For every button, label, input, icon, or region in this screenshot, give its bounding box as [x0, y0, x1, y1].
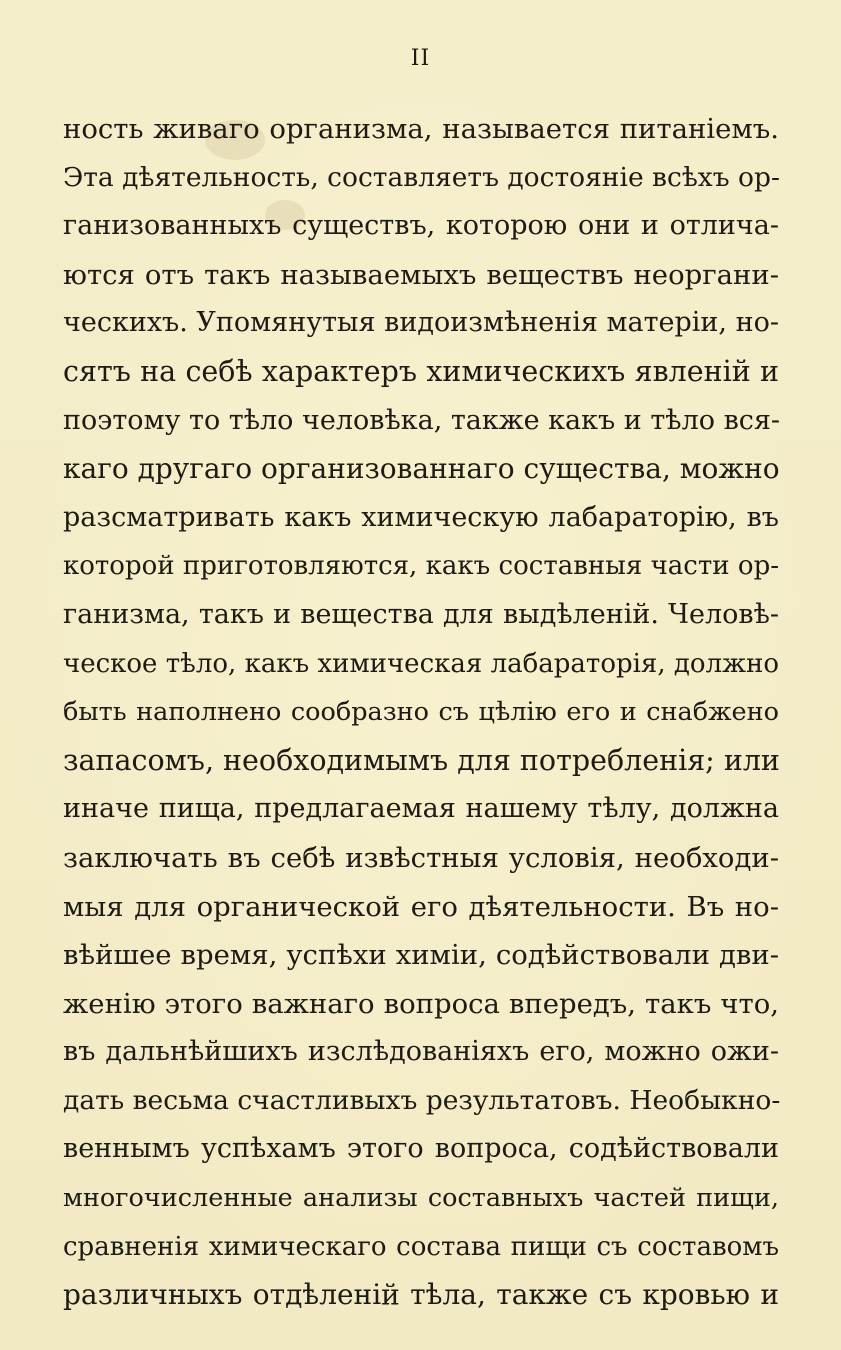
- text-line: веннымъ успѣхамъ этого вопроса, содѣйствовали: [63, 1133, 779, 1165]
- body-text: [63, 105, 779, 1320]
- text-line: женію этого важнаго вопроса впередъ, такъ что,: [63, 987, 779, 1020]
- text-line: ческихъ. Упомянутыя видоизмѣненія матеріи, но-: [63, 307, 779, 339]
- text-line: запасомъ, необходимымъ для потребленія; или: [63, 743, 780, 777]
- text-line: сравненія химическаго состава пищи съ составомъ: [63, 1231, 779, 1262]
- text-line: которой приготовляются, какъ составныя части ор-: [63, 551, 779, 582]
- text-line: заключать въ себѣ извѣстныя условія, необходи-: [63, 841, 779, 874]
- text-line: мыя для органической его дѣятельности. Въ но-: [63, 890, 779, 923]
- text-line: сятъ на себѣ характеръ химическихъ явленій и: [63, 354, 779, 388]
- text-line: вѣйшее время, успѣхи химіи, содѣйствовали дви-: [63, 939, 779, 972]
- text-line: ганизованныхъ существъ, которою они и отлича-: [63, 210, 779, 242]
- text-line: ческое тѣло, какъ химическая лабараторія, должно: [63, 648, 779, 679]
- text-line: ность живаго организма, называется питаніемъ.: [63, 113, 779, 145]
- text-line: каго другаго организованнаго существа, можно: [63, 452, 780, 486]
- text-line: быть наполнено сообразно съ цѣлію его и снабжено: [63, 697, 779, 728]
- text-line: дать весьма счастливыхъ результатовъ. Необыкно-: [63, 1084, 781, 1116]
- text-line: ганизма, такъ и вещества для выдѣленій. Человѣ-: [63, 598, 779, 630]
- text-line: разсматривать какъ химическую лабараторію, въ: [63, 501, 779, 533]
- text-line: иначе пища, предлагаемая нашему тѣлу, должна: [63, 793, 779, 825]
- text-line: Эта дѣятельность, составляетъ достояніе всѣхъ ор-: [63, 161, 780, 193]
- text-line: многочисленные анализы составныхъ частей пищи,: [63, 1183, 779, 1214]
- text-line: поэтому то тѣло человѣка, также какъ и тѣло вся-: [63, 404, 781, 436]
- page-number: II: [410, 46, 431, 71]
- text-line: ются отъ такъ называемыхъ веществъ неоргани-: [63, 258, 779, 291]
- text-line: различныхъ отдѣленій тѣла, также съ кровью и: [63, 1278, 779, 1312]
- text-line: въ дальнѣйшихъ изслѣдованіяхъ его, можно ожи-: [63, 1036, 779, 1068]
